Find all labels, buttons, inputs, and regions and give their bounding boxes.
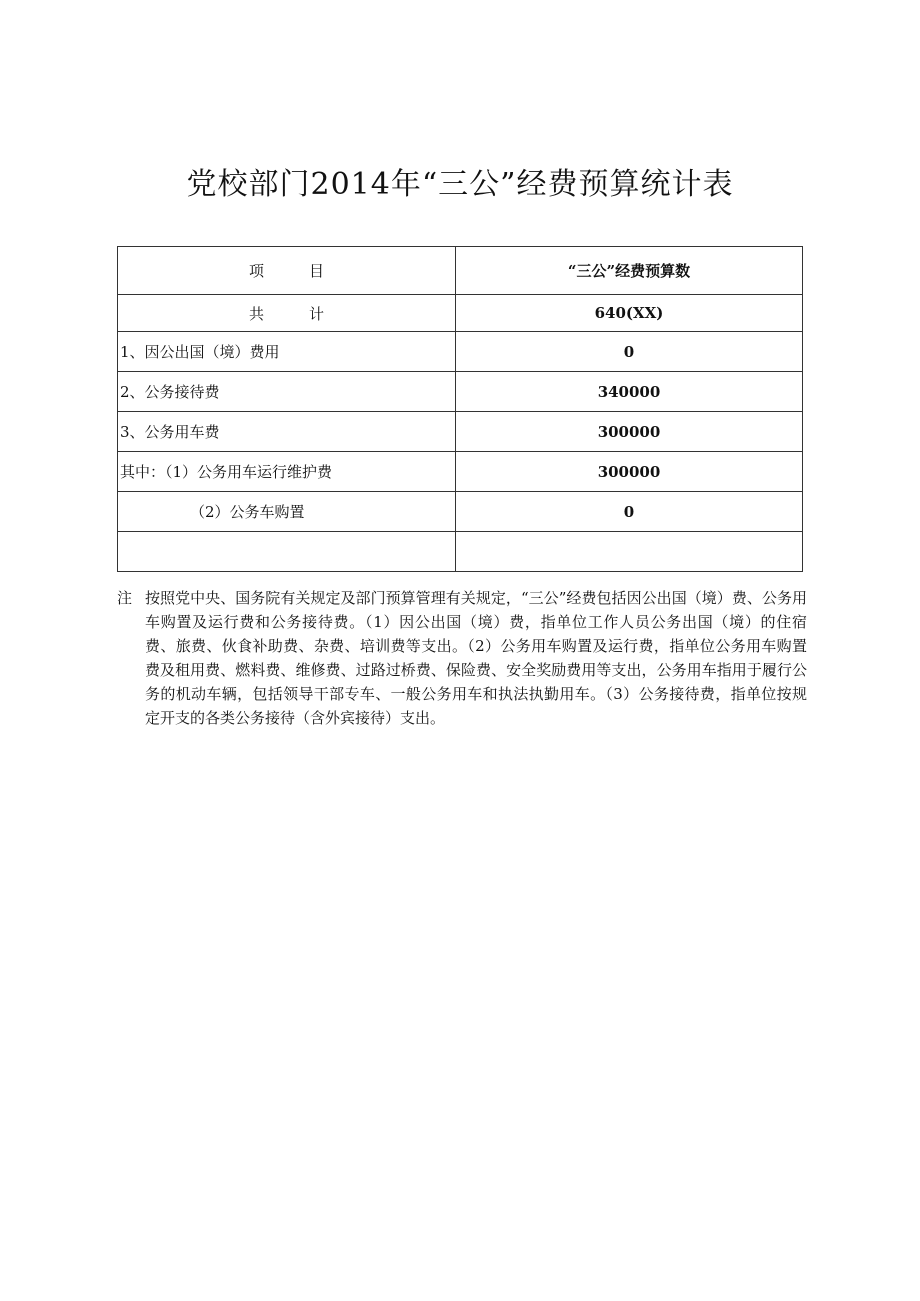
row-value: 300000	[456, 412, 803, 452]
row-label: （2）公务车购置	[118, 492, 456, 532]
row-value: 340000	[456, 372, 803, 412]
table-row	[118, 332, 803, 372]
table-row	[118, 452, 803, 492]
empty-cell	[456, 532, 803, 572]
row-label: 2、公务接待费	[118, 372, 456, 412]
row-value: 0	[456, 492, 803, 532]
row-value: 300000	[456, 452, 803, 492]
header-item: 项 目	[118, 247, 456, 295]
total-value: 640(XX)	[456, 295, 803, 332]
empty-cell	[118, 532, 456, 572]
budget-table	[117, 246, 803, 572]
footnote-label: 注	[117, 589, 133, 607]
total-label: 共 计	[118, 295, 456, 332]
row-label: 其中：（1）公务用车运行维护费	[118, 452, 456, 492]
header-value: “三公”经费预算数	[456, 247, 803, 295]
table-header-row	[118, 247, 803, 295]
table-row	[118, 372, 803, 412]
footnote-text: 按照党中央、国务院有关规定及部门预算管理有关规定，“三公”经费包括因公出国（境）费、公务用车购置及运行费和公务接待费。（1）因公出国（境）费，指单位工作人员公务出国（境）的住宿费、旅费、伙食补助费、杂费、培训费等支出。（2）公务用车购置及运行费，指单位公务用车购置费及租用费、燃料费、维修费、过路过桥费、保险费、安全奖励费用等支出，公务用车指用于履行公务的机动车辆，包括领导干部专车、一般公务用车和执法执勤用车。（3）公务接待费，指单位按规定开支的各类公务接待（含外宾接待）支出。	[145, 589, 807, 727]
row-label: 3、公务用车费	[118, 412, 456, 452]
table-row	[118, 412, 803, 452]
table-row	[118, 492, 803, 532]
footnote	[117, 586, 807, 730]
page-title: 党校部门2014年“三公”经费预算统计表	[186, 167, 734, 202]
row-label: 1、因公出国（境）费用	[118, 332, 456, 372]
table-row-empty	[118, 532, 803, 572]
table-row-total	[118, 295, 803, 332]
row-value: 0	[456, 332, 803, 372]
